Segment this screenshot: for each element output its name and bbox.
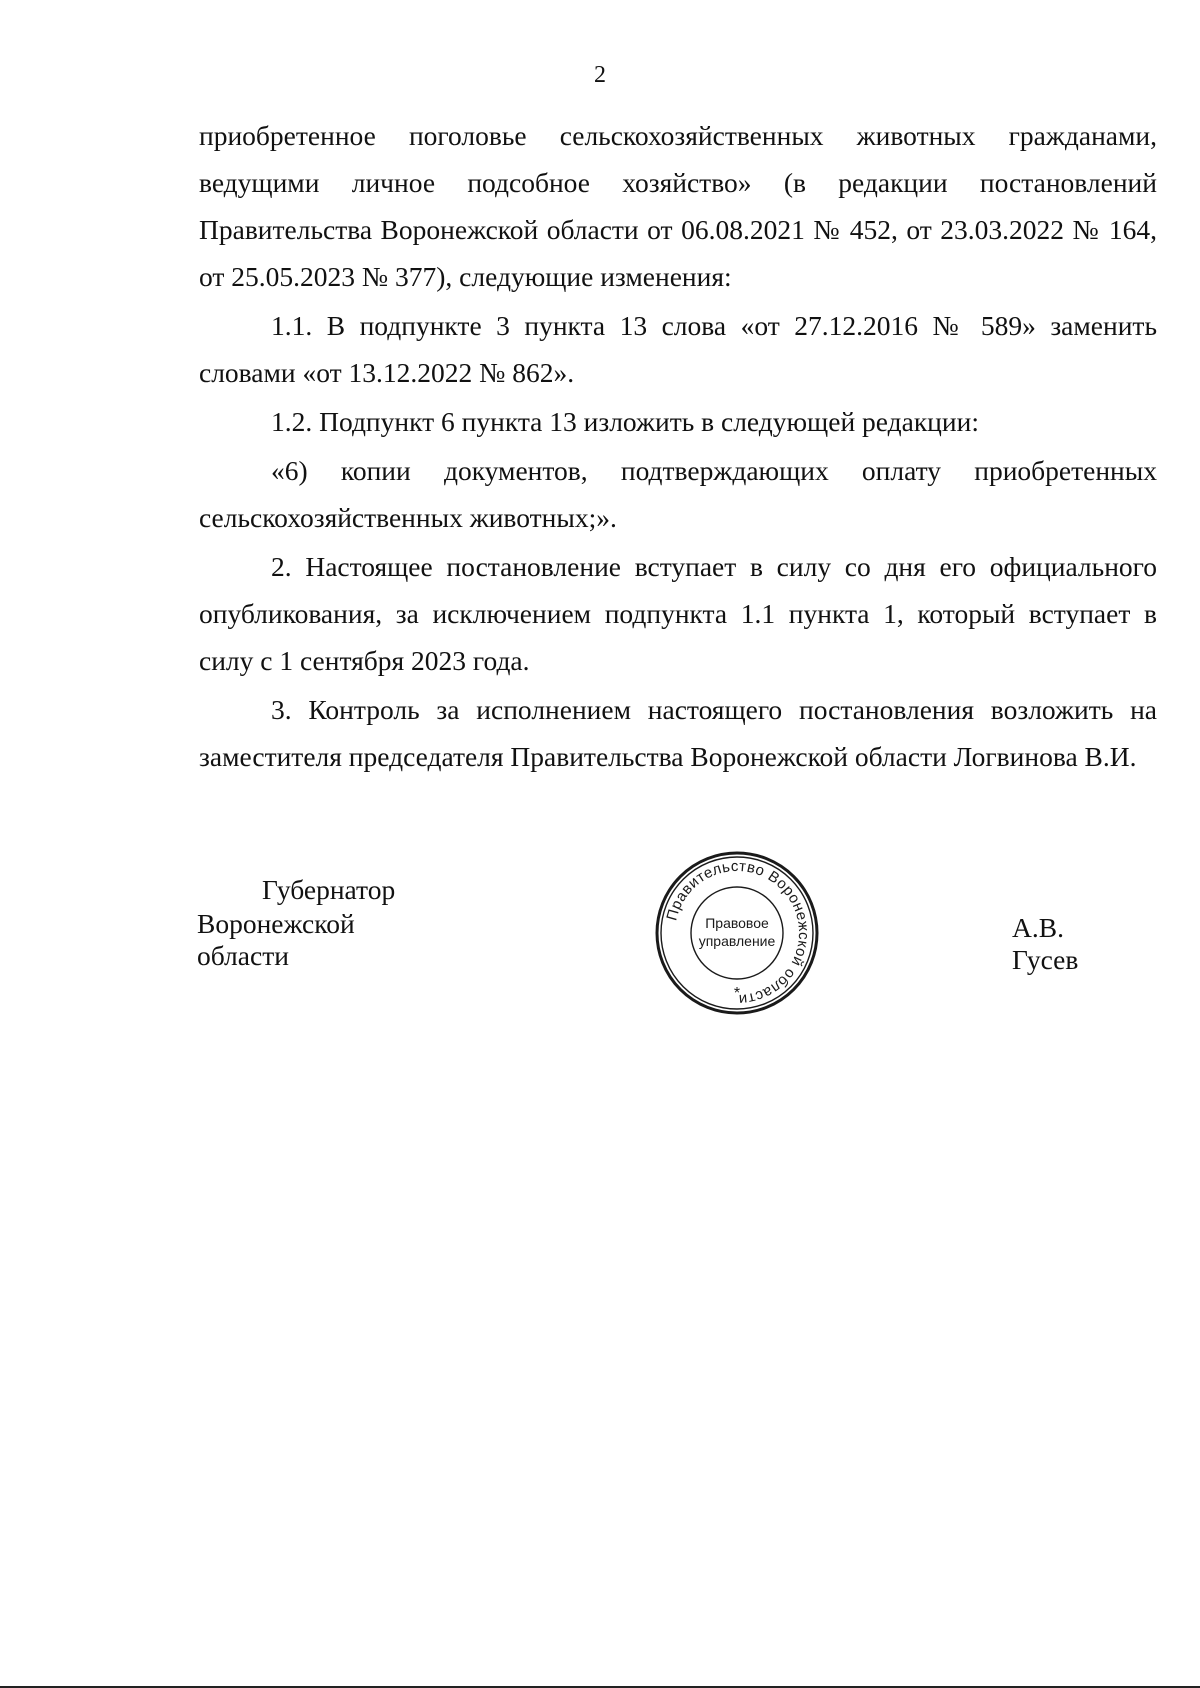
- signatory-title: Губернатор: [262, 874, 396, 905]
- page-number: 2: [594, 62, 606, 88]
- seal-ring-text: Правительство Воронежской области: [663, 857, 813, 1009]
- paragraph-3: 3. Контроль за исполнением настоящего постановления возложить на заместителя председателя Правительства Воронежской области Логвинова В.И.: [199, 694, 1157, 772]
- legal-department-seal: [652, 848, 822, 1018]
- document-body: [199, 112, 1157, 782]
- signatory-name: А.В. Гусев: [1012, 912, 1079, 975]
- signatory-region: Воронежской области: [197, 908, 355, 971]
- seal-center-line2: управление: [698, 933, 776, 949]
- paragraph-intro-continuation: приобретенное поголовье сельскохозяйственных животных гражданами, ведущими личное подсобное хозяйство» (в редакции постановлений Правительства Воронежской области от 06.08.2021 № 452, от 23.03.2022 № 164, от 25.05.2023 № 377), следующие изменения:: [199, 120, 1157, 292]
- seal-star: *: [733, 985, 741, 1002]
- paragraph-2: 2. Настоящее постановление вступает в силу со дня его официального опубликования, за исключением подпункта 1.1 пункта 1, который вступает в силу с 1 сентября 2023 года.: [199, 551, 1157, 676]
- paragraph-1-2: 1.2. Подпункт 6 пункта 13 изложить в следующей редакции:: [271, 406, 979, 437]
- paragraph-1-1: 1.1. В подпункте 3 пункта 13 слова «от 27.12.2016 № 589» заменить словами «от 13.12.2022 № 862».: [199, 310, 1157, 388]
- paragraph-quoted-item-6: «6) копии документов, подтверждающих оплату приобретенных сельскохозяйственных животных;».: [199, 455, 1157, 533]
- seal-center-line1: Правовое: [705, 915, 769, 931]
